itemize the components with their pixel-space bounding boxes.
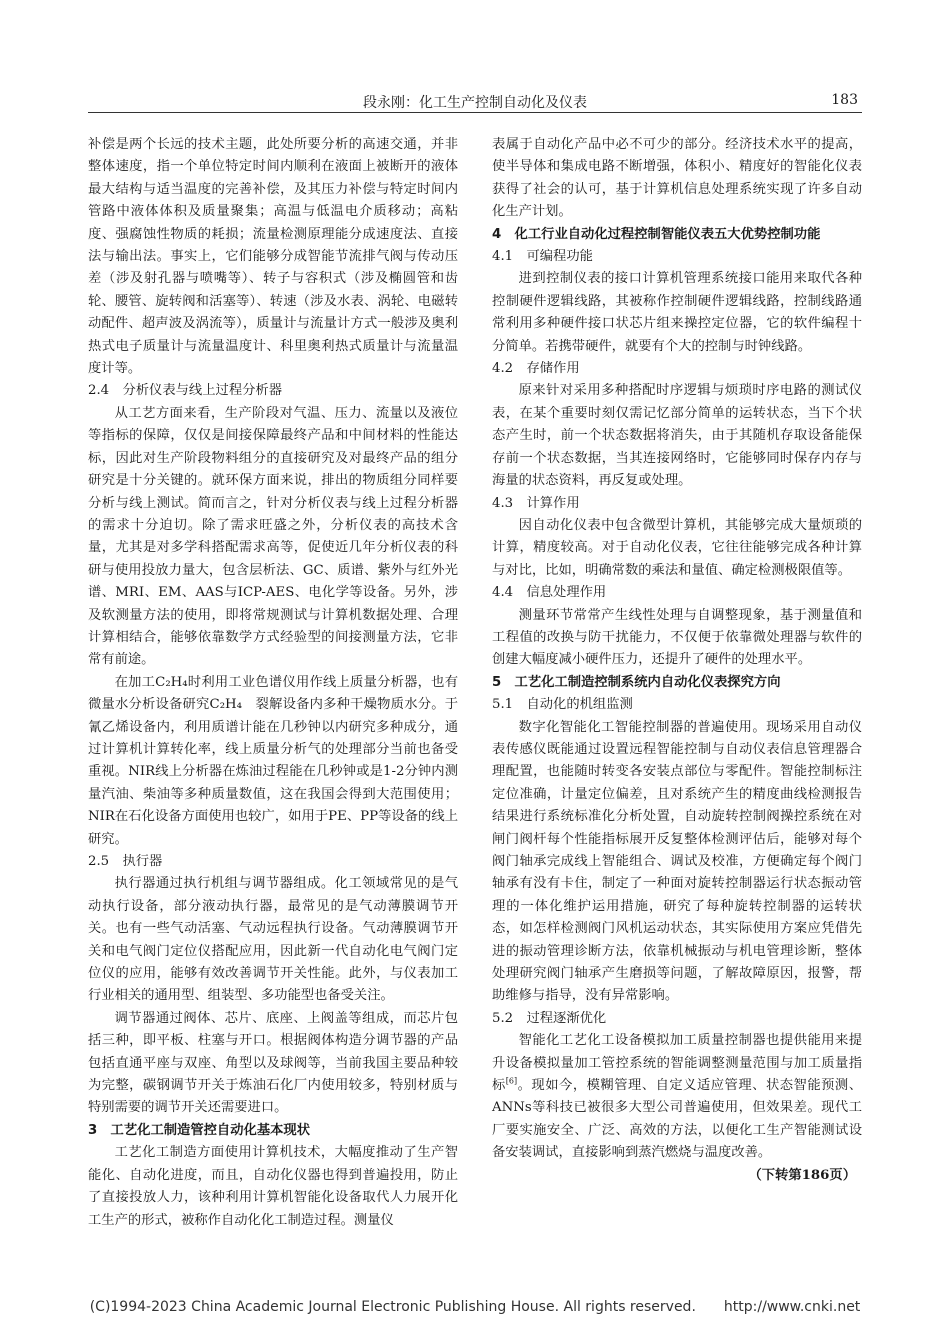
paragraph: 调节器通过阀体、芯片、底座、上阀盖等组成，而芯片包括三种，即平板、柱塞与开口。根据阀体构造分调节器的产品包括直通平座与双座、角型以及球阀等，当前我国主要品种较为完整，碳钢调节开关于炼油石化厂内使用较多，特别材质与特别需要的调节开关还需要进口。	[88, 1010, 458, 1116]
paragraph: 从工艺方面来看，生产阶段对气温、压力、流量以及液位等指标的保障，仅仅是间接保障最终产品和中间材料的性能达标，因此对生产阶段物料组分的直接研究及对最终产品的组分研究是十分关键的。就环保方面来说，排出的物质组分同样要分析与线上测试。简而言之，针对分析仪表与线上过程分析器的需求十分迫切。除了需求旺盛之外，分析仪表的高技术含量，尤其是对多学科搭配需求高等，促使近几年分析仪表的科研与使用投放力量大，包含层析法、GC、质谱、紫外与红外光谱、MRI、EM、AAS与ICP-AES、电化学等设备。另外，涉及软测量方法的使用，即将常规测试与计算机数据处理、合理计算相结合，能够依靠数学方式经验型的间接测量方法，它非常有前途。	[88, 405, 458, 668]
section-heading-3: 3 工艺化工制造管控自动化基本现状	[88, 1122, 311, 1138]
paragraph: 工艺化工制造方面使用计算机技术，大幅度推动了生产智能化、自动化进度，而且，自动化仪器也得到普遍投用，防止了直接投放人力，该种利用计算机智能化设备取代人力展开化工生产的形式，被称作自动化化工制造过程。测量仪	[88, 1145, 458, 1228]
section-heading-4-2: 4.2 存储作用	[492, 361, 580, 377]
paragraph: 补偿是两个长远的技术主题，此处所要分析的高速交通，并非整体速度，指一个单位特定时间内顺利在液面上被断开的液体最大结构与适当温度的完善补偿，及其压力补偿与特定时间内管路中液体体积及质量聚集；高温与低温电介质移动；高粘度、强腐蚀性物质的耗损；流量检测原理能分成速度法、直接法与输出法。事实上，它们能够分成智能节流排气阀与传动压差（涉及射孔器与喷嘴等）、转子与容积式（涉及椭圆管和齿轮、腰管、旋转阀和活塞等）、转速（涉及水表、涡轮、电磁转动配件、超声波及涡流等），质量计与流量计方式一般涉及奥利热式电子质量计与流量温度计、科里奥利热式质量计与流量温度计等。	[88, 137, 458, 377]
paragraph: 在加工C₂H₄时利用工业色谱仪用作线上质量分析器，也有微量水分析设备研究C₂H₄ 裂解设备内多种干燥物质水分。于氰乙烯设备内，利用质谱计能在几秒钟以内研究多种成分，通过计算机计算转化率，线上质量分析气的处理部分当前也备受重视。NIR线上分析器在炼油过程能在几秒钟或是1-2分钟内测量汽油、柴油等多种质量数值，这在我国会得到大范围使用；NIR在石化设备方面使用也较广，如用于PE、PP等设备的线上研究。	[88, 674, 458, 847]
paragraph	[492, 1030, 862, 1164]
section-heading-5: 5 工艺化工制造控制系统内自动化仪表探究方向	[492, 674, 781, 690]
paragraph: 数字化智能化工智能控制器的普遍使用。现场采用自动仪表传感仪既能通过设置远程智能控制与自动仪表信息管理器合理配置，也能随时转变各安装点部位与零配件。智能控制标注定位准确，计量定位偏差，且对系统产生的精度曲线检测报告结果进行系统标准化分析处置，自动旋转控制阀操控系统在对闸门阀杆每个性能指标展开反复整体检测评估后，能够对每个阀门轴承完成线上智能组合、调试及校准，方便确定每个阀门轴承有没有卡住，制定了一种面对旋转控制器运行状态振动管理的一体化维护运用措施，研究了每种旋转控制器的运转状态，如怎样检测阀门风机运动状态，其实际使用方案应凭借先进的振动管理诊断方法，依靠机械振动与机电管理诊断，整体处理研究阀门轴承产生磨损等问题，了解故障原因，报警，帮助维修与指导，没有异常影响。	[492, 719, 862, 1004]
running-title: 段永刚：化工生产控制自动化及仪表	[363, 95, 587, 111]
section-heading-4-4: 4.4 信息处理作用	[492, 585, 607, 601]
paragraph: 执行器通过执行机组与调节器组成。化工领域常见的是气动执行设备，部分液动执行器，最常见的是气动薄膜调节开关。也有一些气动活塞、气动远程执行设备。气动薄膜调节开关和电气阀门定位仪搭配应用，因此新一代自动化电气阀门定位仪的应用，能够有效改善调节开关性能。此外，与仪表加工行业相关的通用型、组装型、多功能型也备受关注。	[88, 876, 458, 1004]
paragraph-text: 。现如今，模糊管理、自定义适应管理、状态智能预测、ANNs等科技已被很多大型公司普遍使用，但效果差。现代工厂要实施安全、广泛、高效的方法，以便化工生产智能测试设备安装调试，直接影响到蒸汽燃烧与温度改善。	[492, 1078, 863, 1161]
paragraph: 表属于自动化产品中必不可少的部分。经济技术水平的提高，使半导体和集成电路不断增强，体积小、精度好的智能化仪表获得了社会的认可，基于计算机信息处理系统实现了许多自动化生产计划。	[492, 137, 862, 220]
paragraph-text: 智能化工艺化工设备模拟加工质量控制器也提供能用来提升设备模拟量加工管控系统的智能调整测量范围与加工质量指标	[492, 1033, 862, 1094]
page-number: 183	[831, 92, 858, 108]
continued-note: （下转第186页）	[748, 1167, 856, 1183]
section-heading-2-5: 2.5 执行器	[88, 854, 163, 869]
right-column	[492, 134, 862, 1187]
copyright-footer: (C)1994-2023 China Academic Journal Electronic Publishing House. All rights reserved. http://www.cnki.net	[89, 1299, 861, 1315]
left-column	[88, 134, 458, 1232]
section-heading-4-3: 4.3 计算作用	[492, 495, 580, 511]
running-header	[88, 90, 862, 113]
section-heading-5-1: 5.1 自动化的机组监测	[492, 697, 633, 713]
citation-ref: [6]	[505, 1076, 518, 1086]
paragraph: 测量环节常常产生线性处理与自调整现象，基于测量值和工程值的改换与防干扰能力，不仅便于依靠微处理器与软件的创建大幅度减小硬件压力，还提升了硬件的处理水平。	[492, 607, 862, 668]
section-heading-4-1: 4.1 可编程功能	[492, 249, 593, 265]
paragraph: 进到控制仪表的接口计算机管理系统接口能用来取代各种控制硬件逻辑线路，其被称作控制硬件逻辑线路，控制线路通常利用多种硬件接口状芯片组来操控定位器，它的软件编程十分简单。若携带硬件，就要有个大的控制与时钟线路。	[492, 271, 862, 354]
section-heading-4: 4 化工行业自动化过程控制智能仪表五大优势控制功能	[492, 226, 821, 242]
paragraph: 因自动化仪表中包含微型计算机，其能够完成大量烦琐的计算，精度较高。对于自动化仪表，它往往能够完成各种计算与对比，比如，明确常数的乘法和量值、确定检测极限值等。	[492, 517, 862, 578]
section-heading-2-4: 2.4 分析仪表与线上过程分析器	[88, 383, 283, 399]
section-heading-5-2: 5.2 过程逐渐优化	[492, 1010, 607, 1026]
paragraph: 原来针对采用多种搭配时序逻辑与烦琐时序电路的测试仪表，在某个重要时刻仅需记忆部分简单的运转状态，当下个状态产生时，前一个状态数据将消失，由于其随机存取设备能保存前一个状态数据，当其连接网络时，它能够同时保存内存与海量的状态资料，再反复或处理。	[492, 383, 862, 489]
